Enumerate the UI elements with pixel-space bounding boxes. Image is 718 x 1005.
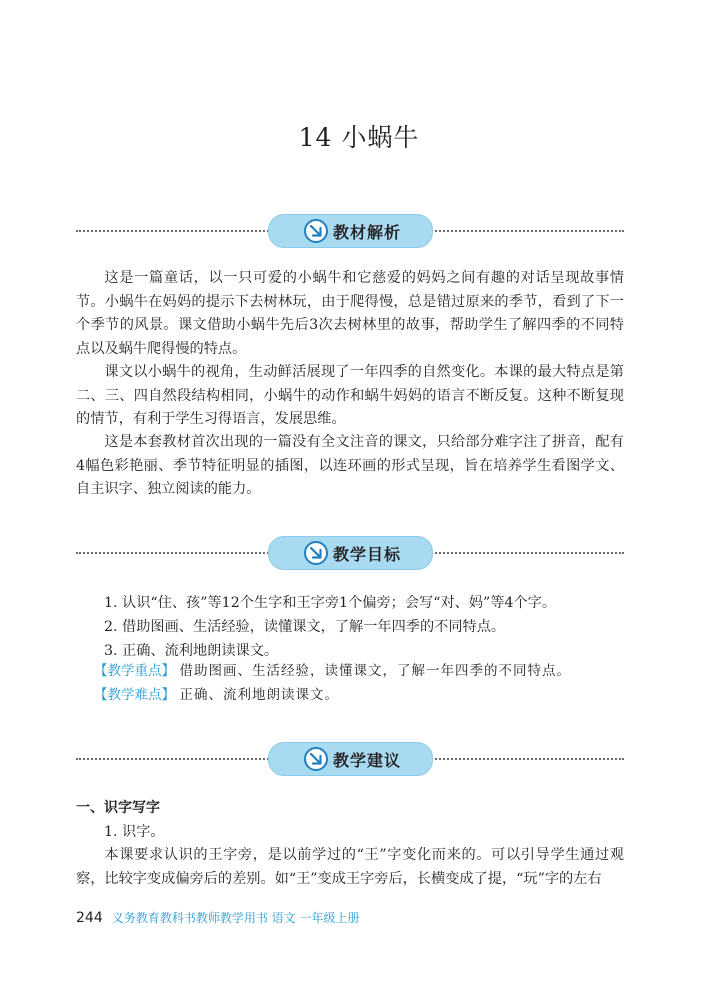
suggestion-paragraph: 本课要求认识的王字旁，是以前学过的“王”字变化而来的。可以引导学生通过观察，比较字变成偏旁后的差别。如“王”变成王字旁后，长横变成了提，“玩”字的左右: [76, 847, 624, 887]
difficulty-tag: 【教学难点】: [94, 687, 175, 703]
arrow-down-right-icon: [303, 746, 329, 772]
difficulty-row: [94, 684, 339, 706]
page-number: 244: [76, 910, 103, 926]
section-badge: [268, 214, 433, 248]
analysis-paragraph-3: 这是本套教材首次出现的一篇没有全文注音的课文，只给部分难字注了拼音，配有4幅色彩艳丽、季节特征明显的插图，以连环画的形式呈现，旨在培养学生看图学文、自主识字、独立阅读的能力。: [76, 434, 624, 497]
key-point-row: [94, 660, 571, 682]
goal-item-2: 2. 借助图画、生活经验，读懂课文，了解一年四季的不同特点。: [104, 619, 506, 635]
section-title: 教学目标: [333, 545, 402, 564]
section-badge: [268, 742, 433, 776]
section-header-goals: [76, 536, 624, 570]
arrow-down-right-icon: [303, 218, 329, 244]
book-title: 义务教育教科书教师教学用书 语文 一年级上册: [111, 911, 360, 925]
page-footer: [76, 907, 359, 926]
arrow-down-right-icon: [303, 540, 329, 566]
key-point-text: 借助图画、生活经验，读懂课文，了解一年四季的不同特点。: [179, 663, 572, 679]
section-header-analysis: [76, 214, 624, 248]
key-point-tag: 【教学重点】: [94, 663, 175, 679]
goal-item-3: 3. 正确、流利地朗读课文。: [104, 643, 279, 659]
difficulty-text: 正确、流利地朗读课文。: [179, 687, 340, 703]
goal-item-1: 1. 认识“住、孩”等12个生字和王字旁1个偏旁；会写“对、妈”等4个字。: [104, 595, 557, 611]
suggestion-heading: 一、识字写字: [76, 800, 160, 816]
suggestion-subheading: 1. 识字。: [104, 824, 165, 840]
page-title: 14 小蜗牛: [298, 123, 420, 152]
analysis-paragraph-1: 这是一篇童话，以一只可爱的小蜗牛和它慈爱的妈妈之间有趣的对话呈现故事情节。小蜗牛在妈妈的提示下去树林玩，由于爬得慢，总是错过原来的季节，看到了下一个季节的风景。课文借助小蜗牛先后3次去树林里的故事，帮助学生了解四季的不同特点以及蜗牛爬得慢的特点。: [76, 270, 624, 357]
section-header-suggestions: [76, 742, 624, 776]
section-badge: [268, 536, 433, 570]
analysis-paragraph-2: 课文以小蜗牛的视角，生动鲜活展现了一年四季的自然变化。本课的最大特点是第二、三、四自然段结构相同，小蜗牛的动作和蜗牛妈妈的语言不断反复。这种不断复现的情节，有利于学生习得语言，发展思维。: [76, 364, 624, 427]
section-title: 教学建议: [333, 751, 402, 770]
section-title: 教材解析: [333, 223, 402, 242]
